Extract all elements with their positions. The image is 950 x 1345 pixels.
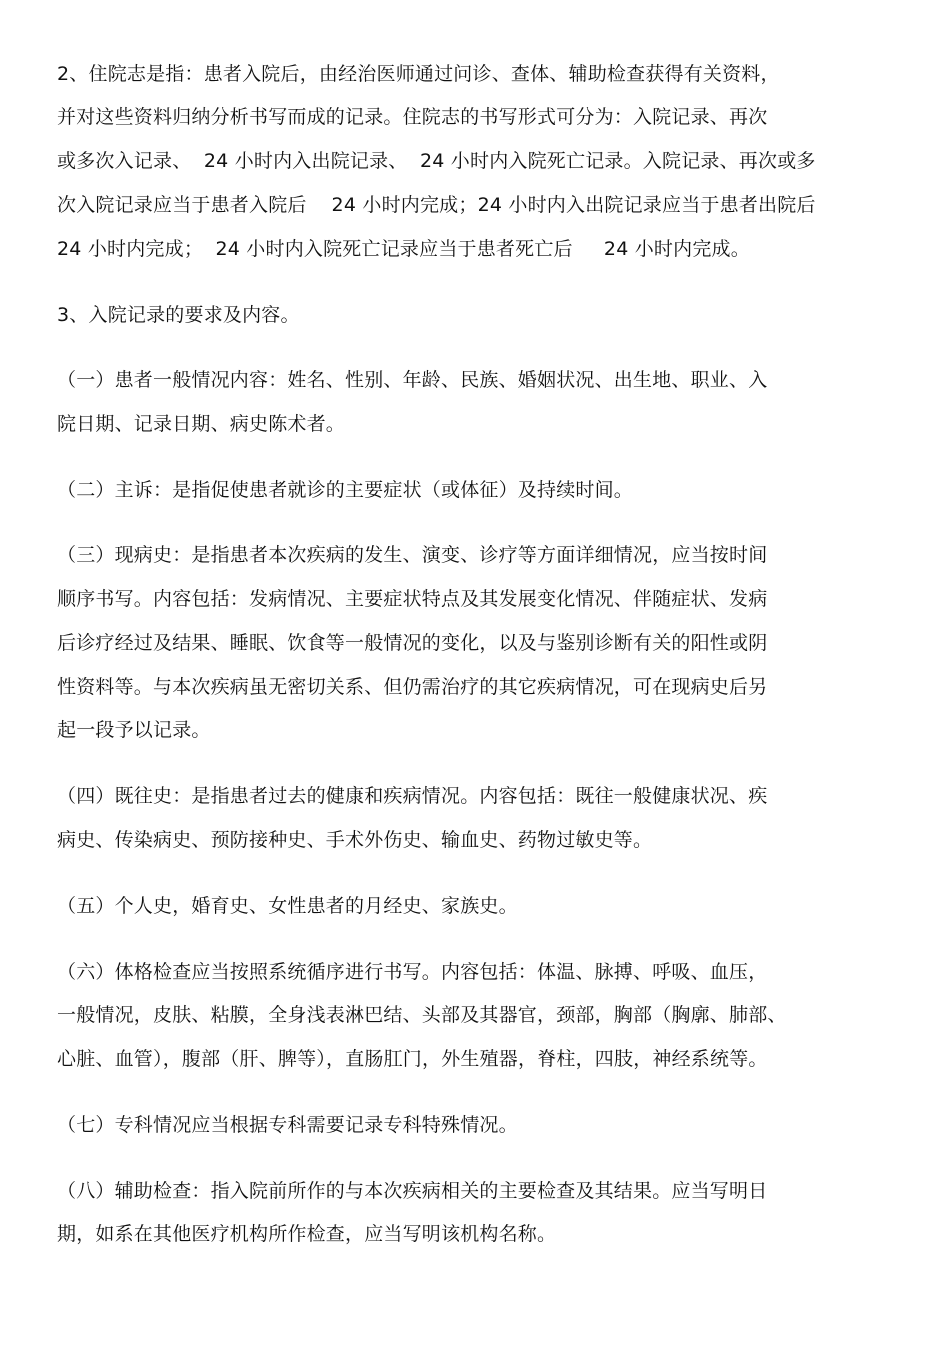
text-line: 2、住院志是指：患者入院后，由经治医师通过问诊、查体、辅助检查获得有关资料， bbox=[57, 63, 780, 85]
text-line: 起一段予以记录。 bbox=[57, 719, 211, 741]
text-line: 次入院记录应当于患者入院后 24 小时内完成；24 小时内入出院记录应当于患者出院后 bbox=[57, 194, 816, 216]
text-line: 24 小时内完成； 24 小时内入院死亡记录应当于患者死亡后 24 小时内完成。 bbox=[57, 238, 750, 260]
text-line: （六）体格检查应当按照系统循序进行书写。内容包括：体温、脉搏、呼吸、血压， bbox=[57, 961, 768, 983]
text-line: 心脏、血管），腹部（肝、脾等），直肠肛门，外生殖器，脊柱，四肢，神经系统等。 bbox=[57, 1048, 768, 1070]
text-line: 期，如系在其他医疗机构所作检查，应当写明该机构名称。 bbox=[57, 1223, 557, 1245]
text-line: 一般情况，皮肤、粘膜，全身浅表淋巴结、头部及其器官，颈部，胸部（胸廓、肺部、 bbox=[57, 1004, 787, 1026]
text-line: 或多次入记录、 24 小时内入出院记录、 24 小时内入院死亡记录。入院记录、再次或多 bbox=[57, 150, 816, 172]
text-line: （八）辅助检查：指入院前所作的与本次疾病相关的主要检查及其结果。应当写明日 bbox=[57, 1180, 768, 1202]
section-heading: 3、入院记录的要求及内容。 bbox=[57, 304, 300, 326]
text-line: 后诊疗经过及结果、睡眠、饮食等一般情况的变化，以及与鉴别诊断有关的阳性或阴 bbox=[57, 632, 768, 654]
text-line: （四）既往史：是指患者过去的健康和疾病情况。内容包括：既往一般健康状况、疾 bbox=[57, 785, 768, 807]
text-line: 顺序书写。内容包括：发病情况、主要症状特点及其发展变化情况、伴随症状、发病 bbox=[57, 588, 768, 610]
text-line: （一）患者一般情况内容：姓名、性别、年龄、民族、婚姻状况、出生地、职业、入 bbox=[57, 369, 768, 391]
text-line: 病史、传染病史、预防接种史、手术外伤史、输血史、药物过敏史等。 bbox=[57, 829, 653, 851]
text-line: （三）现病史：是指患者本次疾病的发生、演变、诊疗等方面详细情况，应当按时间 bbox=[57, 544, 768, 566]
text-line: （五）个人史，婚育史、女性患者的月经史、家族史。 bbox=[57, 895, 518, 917]
text-line: （二）主诉：是指促使患者就诊的主要症状（或体征）及持续时间。 bbox=[57, 479, 634, 501]
text-line: 院日期、记录日期、病史陈术者。 bbox=[57, 413, 346, 435]
text-line: 并对这些资料归纳分析书写而成的记录。住院志的书写形式可分为：入院记录、再次 bbox=[57, 106, 768, 128]
text-line: 性资料等。与本次疾病虽无密切关系、但仍需治疗的其它疾病情况，可在现病史后另 bbox=[57, 676, 768, 698]
text-line: （七）专科情况应当根据专科需要记录专科特殊情况。 bbox=[57, 1114, 518, 1136]
